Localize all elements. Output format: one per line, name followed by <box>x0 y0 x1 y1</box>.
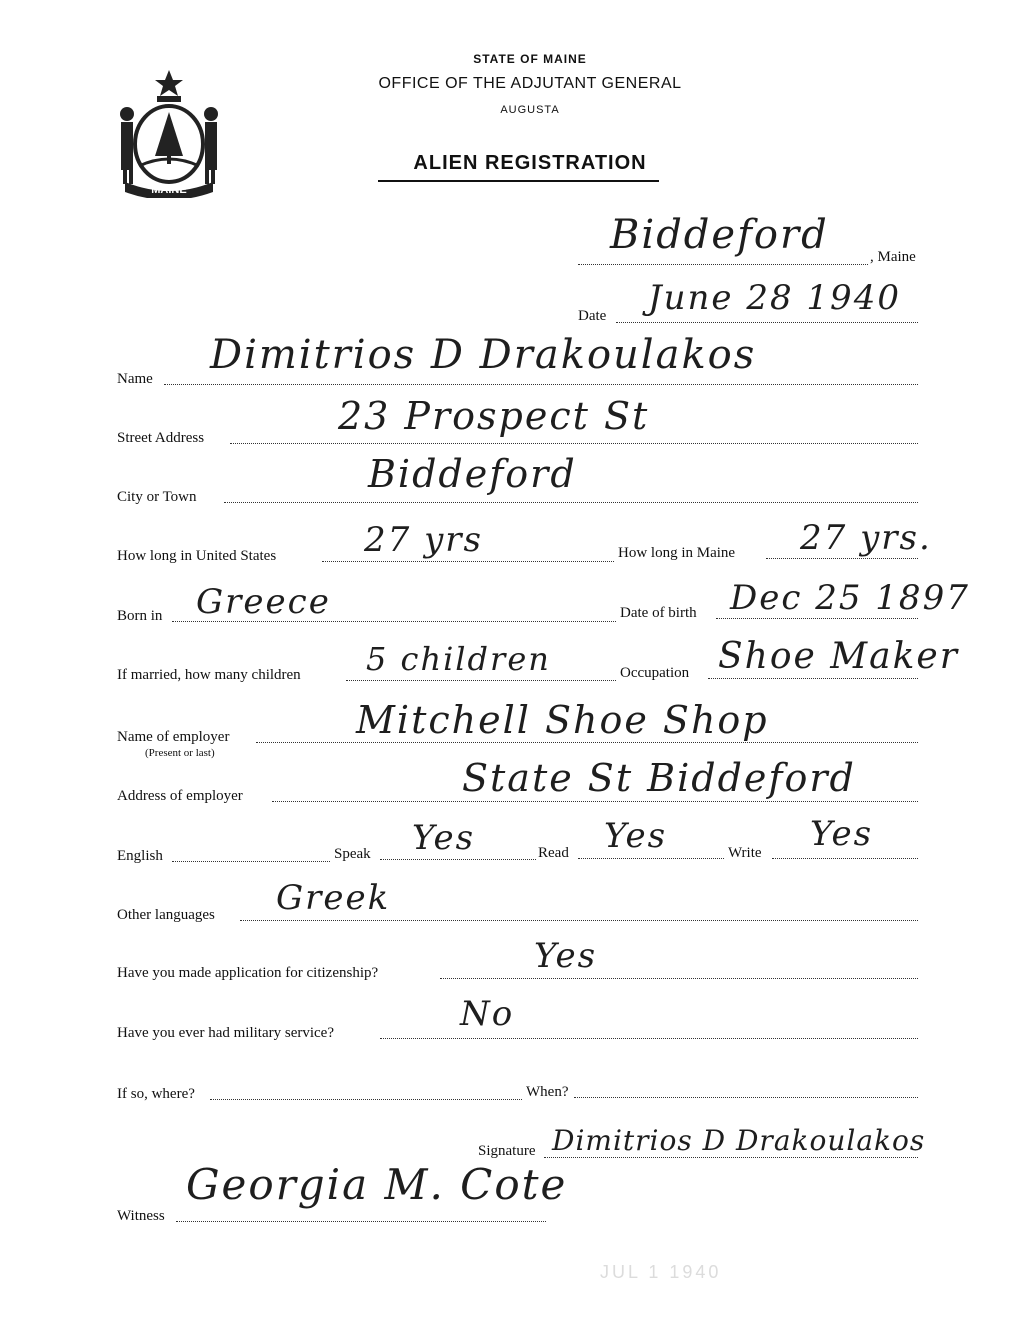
occupation-value: Shoe Maker <box>718 636 959 677</box>
write-line <box>772 858 918 859</box>
svg-text:MAINE: MAINE <box>151 184 187 196</box>
military-line <box>380 1038 918 1039</box>
citizenship-value: Yes <box>534 936 598 976</box>
date-line <box>616 322 918 323</box>
name-label: Name <box>117 371 153 387</box>
signature-line <box>544 1157 918 1158</box>
how-long-maine-line <box>766 558 918 559</box>
street-value: 23 Prospect St <box>338 394 650 438</box>
place-suffix-label: , Maine <box>870 249 916 265</box>
military-value: No <box>460 994 515 1034</box>
how-long-maine-value: 27 yrs. <box>800 518 932 558</box>
city-heading: AUGUSTA <box>500 104 560 116</box>
speak-label: Speak <box>334 846 371 862</box>
read-label: Read <box>538 845 569 861</box>
witness-label: Witness <box>117 1208 165 1224</box>
place-value: Biddeford <box>610 212 829 258</box>
street-line <box>230 443 918 444</box>
received-stamp: JUL 1 1940 <box>600 1262 722 1282</box>
signature-label: Signature <box>478 1143 536 1159</box>
military-label: Have you ever had military service? <box>117 1025 334 1041</box>
other-languages-value: Greek <box>276 878 391 918</box>
occupation-label: Occupation <box>620 665 690 681</box>
read-value: Yes <box>604 816 668 856</box>
street-label: Street Address <box>117 430 205 446</box>
maine-state-seal-icon <box>113 66 225 198</box>
how-long-us-label: How long in United States <box>117 548 277 564</box>
write-value: Yes <box>810 814 874 854</box>
english-label: English <box>117 848 163 864</box>
citizenship-line <box>440 978 918 979</box>
employer-address-line <box>272 801 918 802</box>
where-label: If so, where? <box>117 1086 195 1102</box>
city-value: Biddeford <box>368 452 577 496</box>
name-value: Dimitrios D Drakoulakos <box>210 332 757 378</box>
employer-label: Name of employer <box>117 729 230 745</box>
state-heading: STATE OF MAINE <box>473 52 587 66</box>
how-long-us-line <box>322 561 614 562</box>
dob-value: Dec 25 1897 <box>730 578 970 618</box>
employer-value: Mitchell Shoe Shop <box>356 698 769 742</box>
signature-value: Dimitrios D Drakoulakos <box>552 1124 926 1157</box>
city-label: City or Town <box>117 489 197 505</box>
children-label: If married, how many children <box>117 667 301 683</box>
employer-address-label: Address of employer <box>117 788 243 804</box>
read-line <box>578 858 724 859</box>
employer-note-label: (Present or last) <box>145 747 215 759</box>
born-in-label: Born in <box>117 608 163 624</box>
how-long-us-value: 27 yrs <box>364 520 483 560</box>
dob-label: Date of birth <box>620 605 697 621</box>
other-languages-line <box>240 920 918 921</box>
city-line <box>224 502 918 503</box>
title-underline <box>378 180 659 182</box>
other-languages-label: Other languages <box>117 907 215 923</box>
speak-line <box>380 859 536 860</box>
occupation-line <box>708 678 918 679</box>
children-value: 5 children <box>366 640 551 678</box>
date-label: Date <box>578 308 607 324</box>
speak-value: Yes <box>412 818 476 858</box>
when-label: When? <box>526 1084 569 1100</box>
name-line <box>164 384 918 385</box>
english-line <box>172 861 330 862</box>
how-long-maine-label: How long in Maine <box>618 545 736 561</box>
where-line <box>210 1099 522 1100</box>
born-in-value: Greece <box>196 582 331 622</box>
children-line <box>346 680 616 681</box>
witness-line <box>176 1221 546 1222</box>
witness-value: Georgia M. Cote <box>186 1160 568 1209</box>
citizenship-label: Have you made application for citizenship? <box>117 965 379 981</box>
write-label: Write <box>728 845 762 861</box>
date-value: June 28 1940 <box>648 278 901 318</box>
form-title: ALIEN REGISTRATION <box>413 152 647 174</box>
when-line <box>574 1097 918 1098</box>
office-heading: OFFICE OF THE ADJUTANT GENERAL <box>378 75 682 92</box>
place-line <box>578 264 868 265</box>
dob-line <box>716 618 918 619</box>
employer-address-value: State St Biddeford <box>462 756 856 800</box>
employer-line <box>256 742 918 743</box>
